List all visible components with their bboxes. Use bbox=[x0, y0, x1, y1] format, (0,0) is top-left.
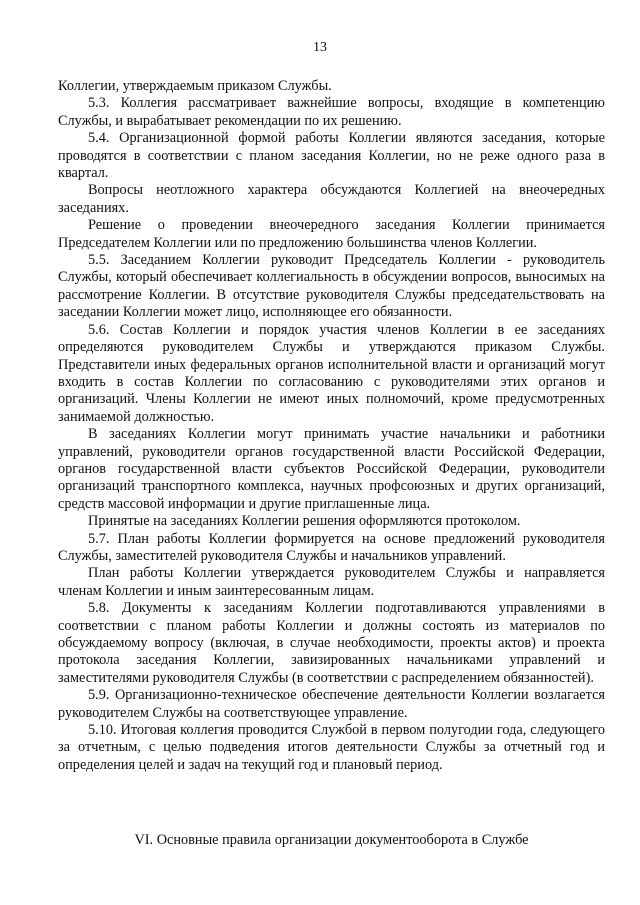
paragraph-meeting-participants: В заседаниях Коллегии могут принимать участие начальники и работники управлений, руководители органов государственной власти Российской Федерации, органов государственной власти субъектов Российской Федерации, руководители организаций транспортного комплекса, научных профсоюзных и других организаций, средств массовой информации и другие приглашенные лица. bbox=[58, 426, 605, 512]
paragraph-urgent-questions: Вопросы неотложного характера обсуждаются Коллегией на внеочередных заседаниях. bbox=[58, 182, 605, 216]
paragraph-5-4: 5.4. Организационной формой работы Коллегии являются заседания, которые проводятся в соответствии с планом заседания Коллегии, но не реже одного раза в квартал. bbox=[58, 130, 605, 182]
paragraph-extraordinary-meeting: Решение о проведении внеочередного заседания Коллегии принимается Председателем Коллегии или по предложению большинства членов Коллегии. bbox=[58, 217, 605, 251]
paragraph-5-8: 5.8. Документы к заседаниям Коллегии подготавливаются управлениями в соответствии с планом работы Коллегии и должны состоять из материалов по обсуждаемому вопросу (включая, в случае необходимости, проекты актов) и проекта протокола заседания Коллегии, завизированных начальниками управлений и заместителями руководителя Службы (в соответствии с распределением обязанностей). bbox=[58, 600, 605, 686]
page-number: 13 bbox=[313, 40, 327, 55]
paragraph-5-7: 5.7. План работы Коллегии формируется на основе предложений руководителя Службы, заместителей руководителя Службы и начальников управлений. bbox=[58, 530, 605, 564]
paragraph-5-10: 5.10. Итоговая коллегия проводится Службой в первом полугодии года, следующего за отчетным, с целью подведения итогов деятельности Службы за отчетный год и определения целей и задач на текущий год и плановый период. bbox=[58, 722, 605, 773]
paragraph-5-6: 5.6. Состав Коллегии и порядок участия членов Коллегии в ее заседаниях определяются руководителем Службы и утверждаются приказом Службы. Представители иных федеральных органов исполнительной власти и организаций могут входить в состав Коллегии по согласованию с руководителями этих органов и организаций. Члены Коллегии не имеют иных полномочий, кроме предусмотренных занимаемой должностью. bbox=[58, 321, 605, 425]
paragraph-continuation: Коллегии, утверждаемым приказом Службы. bbox=[58, 78, 332, 94]
document-body bbox=[58, 78, 605, 774]
section-heading: VI. Основные правила организации документооборота в Службе bbox=[134, 832, 529, 848]
paragraph-5-9: 5.9. Организационно-техническое обеспечение деятельности Коллегии возлагается руководителем Службы на соответствующее управление. bbox=[58, 687, 605, 721]
paragraph-5-3: 5.3. Коллегия рассматривает важнейшие вопросы, входящие в компетенцию Службы, и вырабатывает рекомендации по их решению. bbox=[58, 95, 605, 129]
paragraph-5-5: 5.5. Заседанием Коллегии руководит Председатель Коллегии - руководитель Службы, который обеспечивает коллегиальность в обсуждении вопросов, выносимых на рассмотрение Коллегии. В отсутствие руководителя Службы председательствовать на заседании Коллегии может лицо, исполняющее его обязанности. bbox=[58, 252, 605, 321]
paragraph-protocol: Принятые на заседаниях Коллегии решения оформляются протоколом. bbox=[88, 513, 521, 530]
paragraph-plan-approval: План работы Коллегии утверждается руководителем Службы и направляется членам Коллегии и иным заинтересованным лицам. bbox=[58, 565, 605, 599]
